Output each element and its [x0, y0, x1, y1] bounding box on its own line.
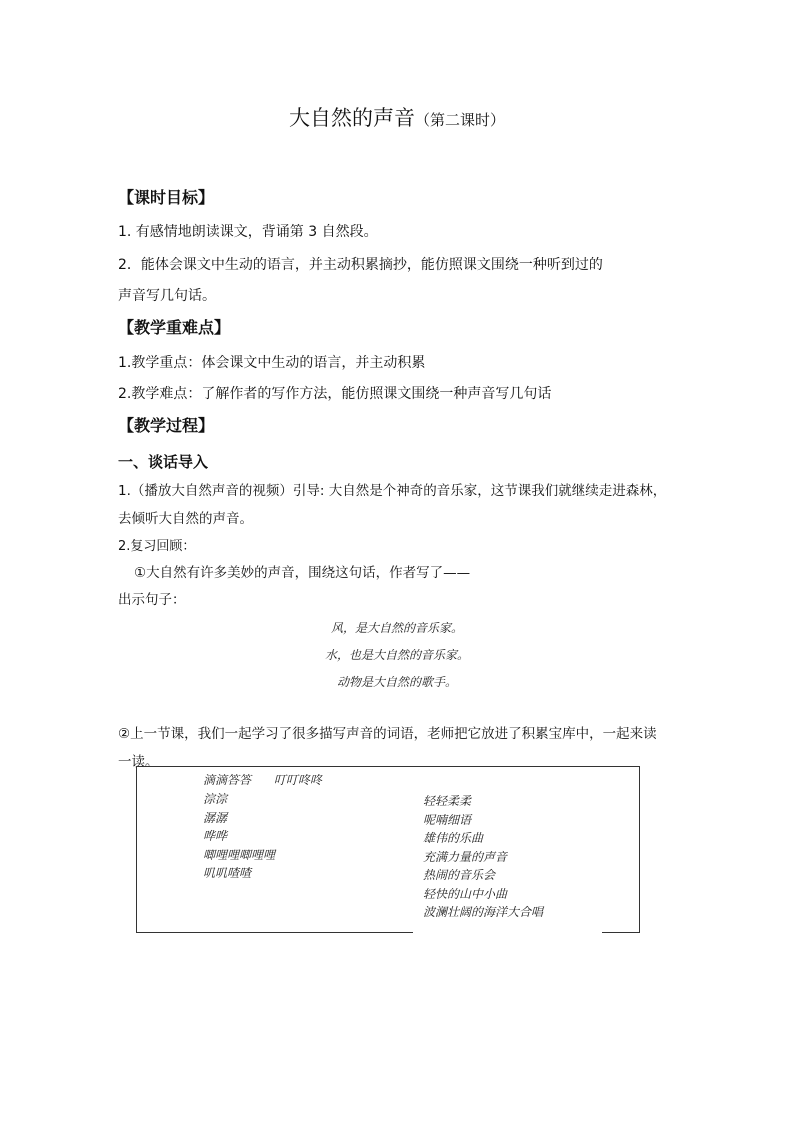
section-heading-1: 一、谈话导入: [118, 453, 209, 471]
title-sub: （第二课时）: [414, 111, 505, 129]
quote-sentence-1: 风，是大自然的音乐家。: [330, 621, 463, 635]
para3-line1: ②上一节课，我们一起学习了很多描写声音的词语，老师把它放进了积累宝库中，一起来读: [118, 726, 657, 742]
review-question: ①大自然有许多美妙的声音，围绕这句话，作者写了——: [134, 565, 471, 581]
title-main: 大自然的声音: [288, 106, 415, 130]
vocab-left-column: [203, 791, 275, 884]
vocab-word: 雄伟的乐曲: [423, 831, 484, 845]
keypoints-heading: 【教学重难点】: [118, 318, 231, 337]
keypoint-line-2: 2.教学难点：了解作者的写作方法，能仿照课文围绕一种声音写几句话: [118, 386, 552, 402]
vocab-word: 波澜壮阔的海洋大合唱: [423, 905, 544, 919]
quote-sentence-2: 水，也是大自然的音乐家。: [324, 648, 469, 662]
keypoint-line-1: 1.教学重点：体会课文中生动的语言，并主动积累: [118, 355, 426, 371]
vocab-box-bottom-right: [602, 932, 640, 933]
vocab-word: 淙淙: [203, 792, 228, 806]
vocab-word: 潺潺: [203, 810, 228, 825]
vocab-word: 唧哩哩唧哩哩: [203, 847, 276, 862]
vocab-word: 叽叽喳喳: [203, 866, 252, 880]
objective-line-2: 2．能体会课文中生动的语言，并主动积累摘抄，能仿照课文围绕一种听到过的: [118, 257, 603, 273]
vocab-box-bottom-left: [136, 932, 413, 933]
para2: 2.复习回顾：: [118, 539, 196, 554]
vocab-word: 呢喃细语: [423, 812, 472, 827]
vocab-top-row: 滴滴答答 叮叮咚咚: [203, 773, 322, 787]
para1-line2: 去倾听大自然的声音。: [118, 511, 253, 527]
vocab-word: 哗哗: [203, 829, 228, 843]
para3-line2: 一读。: [118, 754, 159, 770]
process-heading: 【教学过程】: [118, 416, 215, 435]
objective-line-1: 1. 有感情地朗读课文，背诵第 3 自然段。: [118, 224, 378, 240]
para1-line1: 1.（播放大自然声音的视频）引导: 大自然是个神奇的音乐家，这节课我们就继续走进森林，: [118, 483, 667, 499]
vocab-word: 轻快的山中小曲: [423, 886, 508, 901]
vocab-word: 轻轻柔柔: [423, 794, 472, 808]
objectives-heading: 【课时目标】: [118, 188, 215, 207]
quote-sentence-3: 动物是大自然的歌手。: [336, 675, 457, 689]
vocab-word: 充满力量的声音: [423, 849, 508, 864]
vocab-word: 热闹的音乐会: [423, 868, 496, 882]
page-title: [0, 104, 794, 134]
objective-line-3: 声音写几句话。: [118, 288, 216, 304]
vocab-right-column: [423, 793, 543, 923]
show-sentence-label: 出示句子：: [118, 592, 186, 608]
